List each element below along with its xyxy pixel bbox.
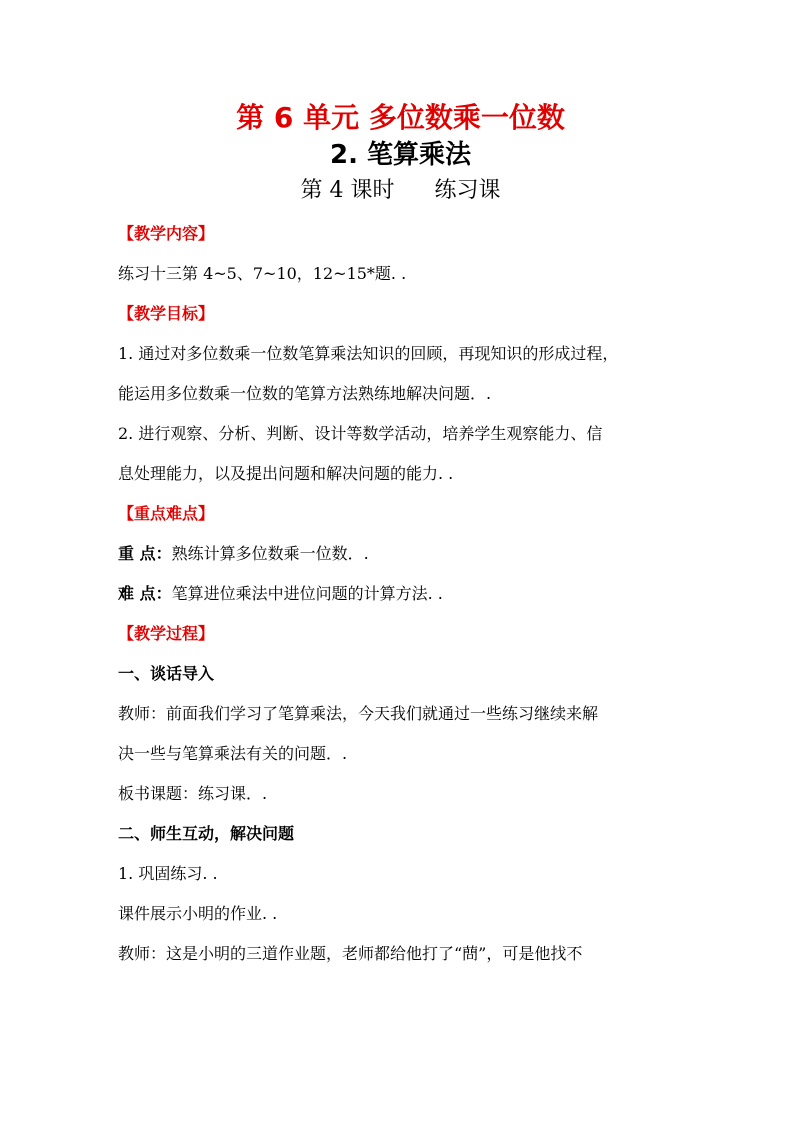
period-label: 第 4 课时 [300, 178, 395, 203]
part2-line-3: 教师：这是小明的三道作业题，老师都给他打了“蔄”，可是他找不 [118, 944, 583, 963]
unit-title: 第 6 单元 多位数乘一位数 [236, 101, 565, 134]
part1-line-2: 决一些与笔算乘法有关的问题．. [118, 744, 348, 763]
section-teaching-objectives: 【教学目标】 [118, 304, 215, 323]
section-teaching-process: 【教学过程】 [118, 624, 215, 643]
difficult-point-text: 笔算进位乘法中进位问题的计算方法. . [171, 584, 443, 603]
lesson-type: 练习课 [434, 178, 501, 203]
difficult-point-label: 难 点： [118, 584, 172, 603]
part2-line-2: 课件展示小明的作业. . [118, 904, 278, 923]
part1-title: 一、谈话导入 [118, 664, 215, 683]
part2-title: 二、师生互动，解决问题 [118, 824, 295, 843]
difficult-point [118, 574, 683, 614]
key-point-label: 重 点： [118, 544, 172, 563]
objective-line-4: 息处理能力，以及提出问题和解决问题的能力. . [118, 464, 454, 483]
part1-line-1: 教师：前面我们学习了笔算乘法，今天我们就通过一些练习继续来解 [118, 704, 599, 723]
part1-line-3: 板书课题：练习课．. [118, 784, 268, 803]
objective-line-3: 2. 进行观察、分析、判断、设计等数学活动，培养学生观察能力、信 [118, 424, 603, 443]
key-point-text: 熟练计算多位数乘一位数．. [171, 544, 369, 563]
key-point [118, 534, 683, 574]
objective-line-2: 能运用多位数乘一位数的笔算方法熟练地解决问题．. [118, 384, 492, 403]
period-line [118, 176, 683, 214]
section-key-difficult-points: 【重点难点】 [118, 504, 215, 523]
objective-line-1: 1. 通过对多位数乘一位数笔算乘法知识的回顾，再现知识的形成过程， [118, 344, 619, 363]
lesson-title: 2. 笔算乘法 [329, 140, 472, 170]
document-page [118, 100, 683, 974]
part2-line-1: 1. 巩固练习. . [118, 864, 218, 883]
teaching-content-text: 练习十三第 4~5、7~10，12~15*题. . [118, 264, 407, 283]
section-teaching-content: 【教学内容】 [118, 224, 215, 243]
